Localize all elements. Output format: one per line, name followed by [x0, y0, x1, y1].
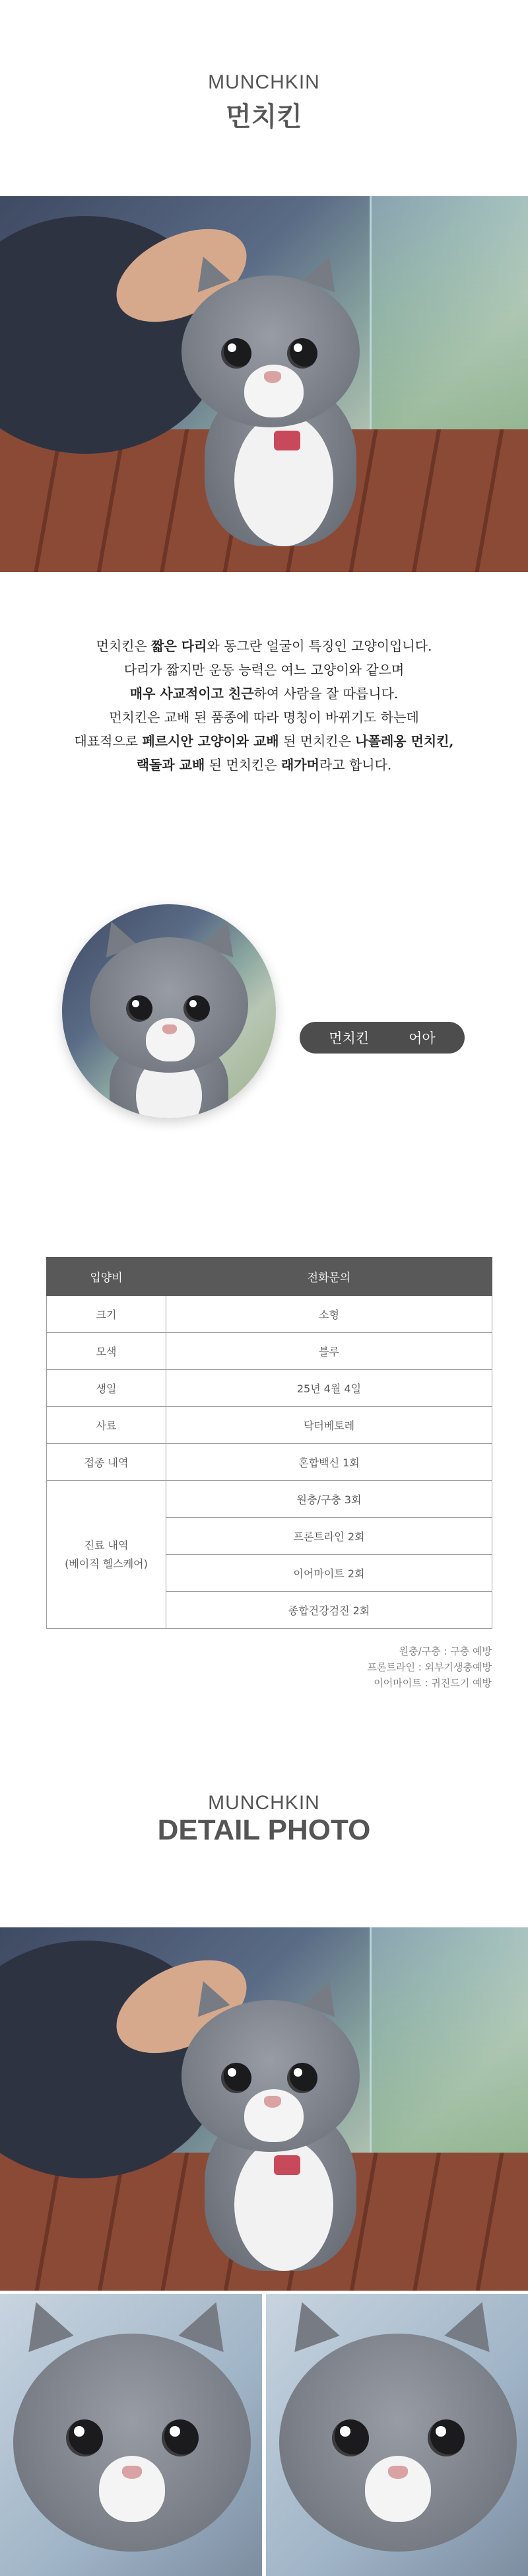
kitten-avatar [62, 904, 276, 1118]
description-text: 와 동그란 얼굴이 특징인 고양이입니다. [207, 638, 432, 654]
care-key-sub: (베이직 헬스케어) [65, 1557, 148, 1570]
row-value: 소형 [166, 1296, 492, 1333]
row-value: 닥터베토레 [166, 1407, 492, 1444]
description-text: 먼치킨은 교배 된 품종에 따라 명칭이 바뀌기도 하는데 [109, 709, 419, 725]
description-text: 다리가 짧지만 운동 능력은 여느 고양이와 같으며 [123, 662, 405, 678]
detail-eyebrow: MUNCHKIN [208, 1792, 320, 1814]
note-line: 원충/구충 : 구충 예방 [399, 1645, 492, 1657]
care-history-key [47, 1481, 166, 1629]
description-emphasis: 짧은 다리 [151, 638, 207, 654]
table-row [47, 1444, 492, 1481]
row-key: 접종 내역 [47, 1444, 166, 1481]
hero-kitten-photo [0, 196, 528, 572]
care-key-line: 진료 내역 [84, 1538, 129, 1552]
kitten-name: 어아 [409, 1030, 436, 1046]
row-key: 사료 [47, 1407, 166, 1444]
description-text: 라고 합니다. [319, 757, 392, 773]
care-value: 이어마이트 2회 [166, 1555, 492, 1592]
description-line [0, 658, 528, 682]
row-key: 모색 [47, 1333, 166, 1370]
care-value: 종합건강검진 2회 [166, 1592, 492, 1629]
row-key: 생일 [47, 1370, 166, 1407]
kitten-name-badge [300, 1022, 465, 1054]
table-header-row [47, 1258, 492, 1296]
description-text: 된 먼치킨은 [279, 733, 356, 749]
table-row [47, 1333, 492, 1370]
description-emphasis: 나폴레옹 먼치킨, [355, 733, 454, 749]
detail-photo-right [266, 2294, 528, 2576]
description-line [0, 705, 528, 729]
adoption-info-table [46, 1257, 492, 1629]
care-value: 프론트라인 2회 [166, 1518, 492, 1555]
row-value: 25년 4월 4일 [166, 1370, 492, 1407]
description-text: 먼치킨은 [96, 638, 152, 654]
phone-inquiry-header: 전화문의 [166, 1258, 492, 1296]
description-text: 된 먼치킨은 [205, 757, 281, 773]
row-value: 혼합백신 1회 [166, 1444, 492, 1481]
table-row [47, 1296, 492, 1333]
description-line [0, 682, 528, 705]
care-notes [368, 1643, 492, 1691]
detail-photo-main [0, 1927, 528, 2291]
row-value: 블루 [166, 1333, 492, 1370]
description-text: 하여 사람을 잘 따릅니다. [253, 686, 399, 701]
description-emphasis: 페르시안 고양이와 교배 [142, 733, 279, 749]
detail-photo-left [0, 2294, 262, 2576]
table-row [47, 1481, 492, 1518]
row-key: 크기 [47, 1296, 166, 1333]
description-emphasis: 래가머 [280, 757, 319, 773]
description-emphasis: 매우 사교적이고 친근 [129, 686, 254, 701]
section-eyebrow: MUNCHKIN [208, 71, 320, 93]
description-emphasis: 랙돌과 교배 [136, 757, 205, 773]
breed-description [0, 634, 528, 777]
description-text: 대표적으로 [74, 733, 143, 749]
table-row [47, 1370, 492, 1407]
note-line: 프론트라인 : 외부기생충예방 [367, 1661, 492, 1673]
description-line [0, 634, 528, 658]
table-row [47, 1407, 492, 1444]
note-line: 이어마이트 : 귀진드기 예방 [374, 1677, 492, 1689]
description-line [0, 753, 528, 777]
page-title: 먼치킨 [226, 102, 302, 132]
detail-title: DETAIL PHOTO [157, 1814, 371, 1846]
adoption-fee-header: 입양비 [47, 1258, 166, 1296]
care-value: 원충/구충 3회 [166, 1481, 492, 1518]
description-line [0, 729, 528, 753]
breed-label: 먼치킨 [329, 1030, 370, 1046]
